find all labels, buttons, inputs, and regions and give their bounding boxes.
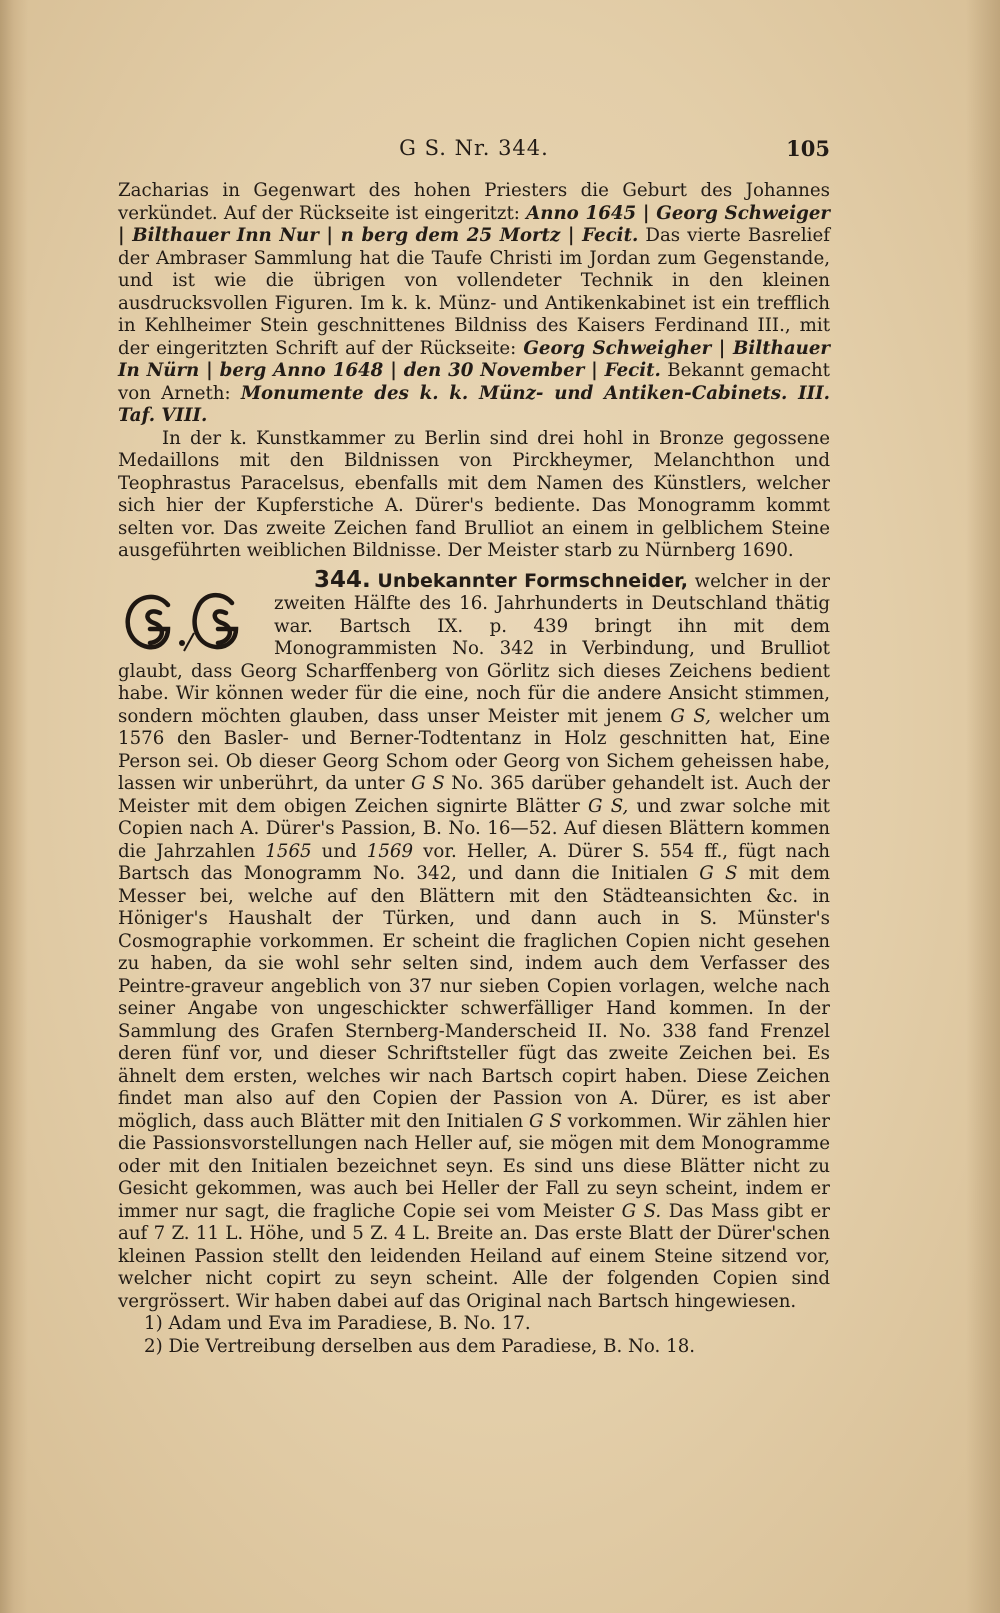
entry-344 xyxy=(118,566,831,1314)
paragraph-1 xyxy=(118,180,830,428)
inscription-2: Georg Schweigher | Bilthauer In Nürn | berg Anno 1648 | den 30 November | Fecit. xyxy=(118,337,830,381)
inscription-1: Anno 1645 | Georg Schweiger | Bilthauer Inn Nur | n berg dem 25 Mortz | Fecit. xyxy=(118,202,831,246)
year-1569: 1569 xyxy=(366,840,414,862)
entry-text-1: welcher in der zweiten Hälfte des 16. Jahrhunderts in Deutschland thätig war. Bartsch IX. p. 439 bringt ihn mit dem Monogrammisten No. 342 in Verbindung, und Brulliot glaubt, dass Georg Scharffenberg von Görlitz sich dieses Zeichens bedient habe. Wir können weder für die eine, noch für die andere Ansicht stimmen, sondern möchten glauben, dass unser Meister mit jenem xyxy=(118,570,830,727)
list-item: 2) Die Vertreibung derselben aus dem Paradiese, B. No. 18. xyxy=(144,1335,696,1357)
entry-text-8: vorkommen. Wir zählen hier die Passionsvorstellungen nach Heller auf, sie mögen mit dem Monogramme oder mit den Initialen bezeichnet seyn. Es sind uns diese Blätter nicht zu Gesicht gekommen, was auch bei Heller der Fall zu seyn scheint, indem er immer nur sagt, die fragliche Copie sei vom Meister xyxy=(118,1110,830,1222)
entry-text-2: welcher um 1576 den Basler- und Berner-Todtentanz in Holz geschnitten hat, Eine Person sei. Ob dieser Georg Schom oder Georg von Sichem geheissen habe, lassen wir unberührt, da unter xyxy=(118,705,830,794)
p1-text-a: Zacharias in Gegenwart des hohen Priesters die Geburt des Johannes verkündet. Auf der Rückseite ist eingeritzt: xyxy=(118,180,830,224)
initials-gs: G S. xyxy=(621,1200,662,1222)
page-number: 105 xyxy=(786,136,830,161)
initials-gs: G S xyxy=(411,773,445,794)
initials-gs: G S xyxy=(699,863,738,884)
p1-text-b: Das vierte Basrelief der Ambraser Sammlung hat die Taufe Christi im Jordan zum Gegenstande, und ist wie die übrigen von vollendeter Technik in den kleinen ausdrucksvollen Figuren. Im k. k. Münz- und Antikenkabinet ist ein trefflich in Kehlheimer Stein geschnittenes Bildniss des Kaisers Ferdinand III., mit der eingeritzten Schrift auf der Rückseite: xyxy=(118,225,830,359)
initials-gs: G S xyxy=(529,1110,562,1132)
entry-text-7: mit dem Messer bei, welche auf den Blättern mit den Städteansichten &c. in Höniger's Haushalt der Türken, und dann auch in S. Münster's Cosmographie vorkommen. Er scheint die fraglichen Copien nicht gesehen zu haben, da sie wohl sehr selten sind, indem auch dem Verfasser des Peintre-graveur angeblich von 37 nur sieben Copien vorlagen, welche nach seiner Angabe von ungeschickter schwerfälliger Hand kommen. In der Sammlung des Grafen Sternberg-Manderscheid II. No. 338 fand Frenzel deren fünf vor, und dieser Schriftsteller fügt das zweite Zeichen bei. Es ähnelt dem ersten, welches wir nach Bartsch copirt haben. Diese Zeichen findet man also auf den Copien der Passion von A. Dürer, es ist aber möglich, dass auch Blätter mit den Initialen xyxy=(118,863,830,1132)
body-text xyxy=(118,180,830,1358)
entry-text-3: No. 365 darüber gehandelt ist. Auch der Meister mit dem obigen Zeichen signirte Blätter xyxy=(118,773,830,817)
initials-gs: G S, xyxy=(670,705,711,727)
running-title: G S. Nr. 344. xyxy=(399,136,549,160)
entry-text-9: Das Mass gibt er auf 7 Z. 11 L. Höhe, und 5 Z. 4 L. Breite an. Das erste Blatt der Dürer'schen kleinen Passion stellt den leidenden Heiland auf einem Steine sitzend vor, welcher nicht copirt zu seyn scheint. Alle der folgenden Copien sind vergrössert. Wir haben dabei auf das Original nach Bartsch hingewiesen. xyxy=(118,1200,831,1312)
citation-arneth: Monumente des k. k. Münz- und Antiken-Cabinets. III. Taf. VIII. xyxy=(118,382,830,426)
entry-text-4: und zwar solche mit Copien nach A. Dürer's Passion, B. No. 16—52. Auf diesen Blättern kommen die Jahrzahlen xyxy=(118,795,830,862)
page-edge-shadow-left xyxy=(0,0,28,1613)
paragraph-2: In der k. Kunstkammer zu Berlin sind drei hohl in Bronze gegossene Medaillons mit den Bildnissen von Pirckheymer, Melanchthon und Teophrastus Paracelsus, ebenfalls mit dem Namen des Künstlers, welcher sich hier der Kupferstiche A. Dürer's bediente. Das Monogramm kommt selten vor. Das zweite Zeichen fand Brulliot an einem in gelblichem Steine ausgeführten weiblichen Bildnisse. Der Meister starb zu Nürnberg 1690. xyxy=(118,427,830,561)
list-item: 1) Adam und Eva im Paradiese, B. No. 17. xyxy=(144,1313,531,1334)
entry-text-5: und xyxy=(311,840,367,862)
p1-text-c: Bekannt gemacht von Arneth: xyxy=(118,360,830,404)
year-1565: 1565 xyxy=(265,840,312,862)
running-header xyxy=(118,136,830,166)
page-edge-shadow-right xyxy=(966,0,1000,1613)
entry-name: Unbekannter Formschneider, xyxy=(377,569,688,592)
monogram-gs-image xyxy=(118,573,266,659)
entry-number: 344. xyxy=(314,566,371,593)
initials-gs: G S, xyxy=(588,795,629,817)
entry-text-6: vor. Heller, A. Dürer S. 554 ff., fügt nach Bartsch das Monogramm No. 342, und dann die Initialen xyxy=(118,840,830,884)
